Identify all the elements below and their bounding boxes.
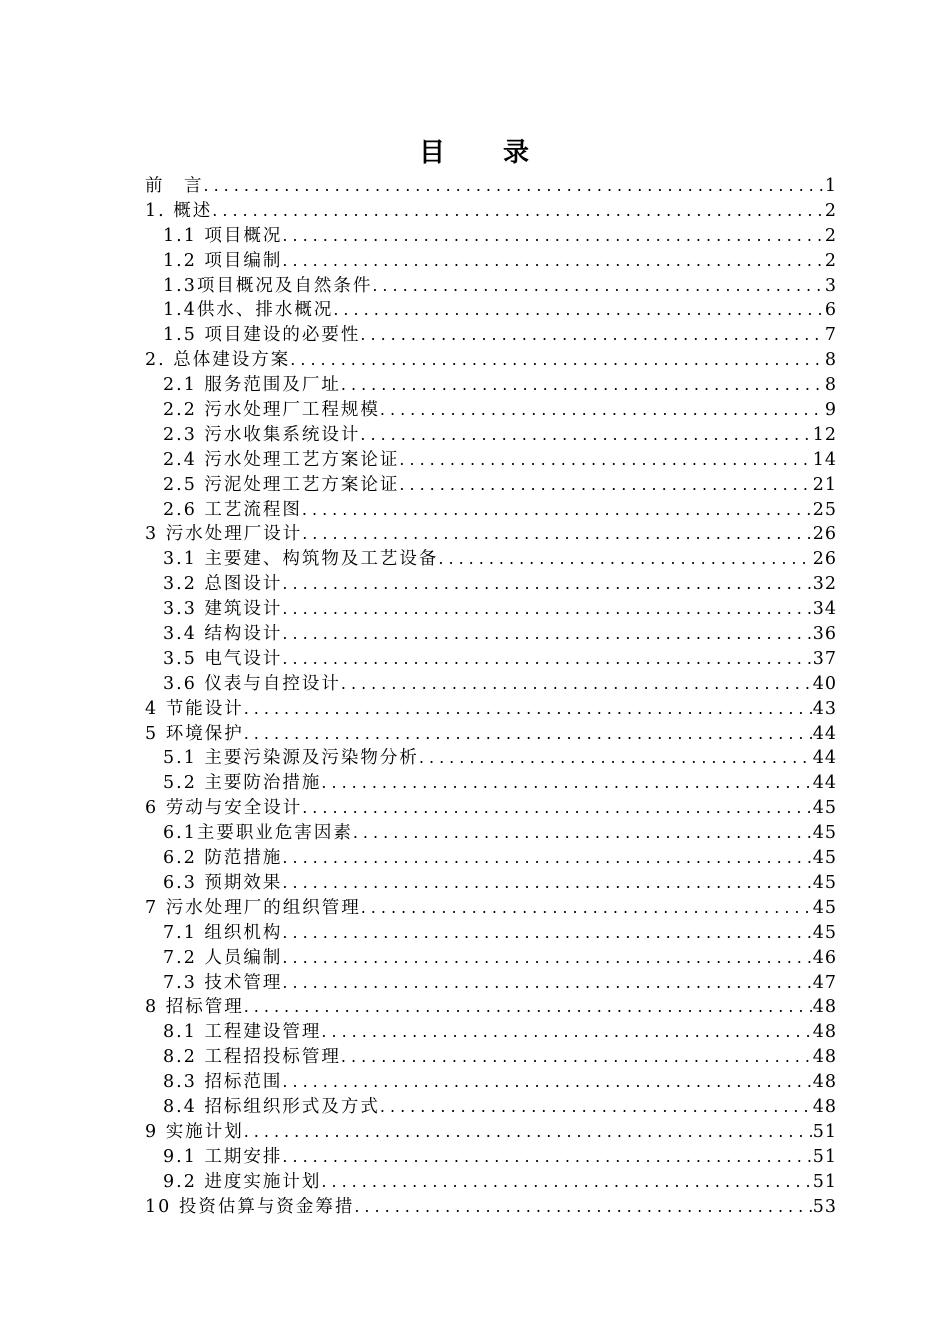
toc-entry-page-number: 45 [812, 848, 837, 869]
toc-entry-page-number: 51 [812, 1146, 837, 1167]
toc-entry-label: 3 污水处理厂设计 [145, 524, 303, 545]
toc-leader-dots [333, 297, 825, 322]
table-of-contents [145, 173, 837, 1218]
toc-leader-dots [244, 1119, 813, 1144]
toc-entry[interactable] [145, 970, 837, 995]
toc-entry-page-number: 45 [812, 798, 837, 819]
toc-entry-label: 8.1 工程建设管理 [163, 1022, 322, 1043]
toc-leader-dots [302, 497, 813, 522]
toc-entry-page-number: 25 [812, 499, 837, 520]
toc-leader-dots [360, 422, 812, 447]
toc-leader-dots [380, 1094, 813, 1119]
toc-entry[interactable] [145, 198, 837, 223]
toc-entry[interactable] [145, 372, 837, 397]
toc-entry[interactable] [145, 472, 837, 497]
toc-entry-label: 8.2 工程招投标管理 [163, 1047, 341, 1068]
toc-entry-page-number: 45 [812, 922, 837, 943]
toc-entry[interactable] [145, 845, 837, 870]
toc-entry[interactable] [145, 870, 837, 895]
toc-entry[interactable] [145, 1094, 837, 1119]
toc-entry-label: 4 节能设计 [145, 698, 244, 719]
toc-entry-label: 2.1 服务范围及厂址 [163, 375, 341, 396]
toc-leader-dots [290, 347, 825, 372]
toc-leader-dots [341, 372, 825, 397]
toc-entry-page-number: 46 [812, 947, 837, 968]
toc-leader-dots [282, 870, 812, 895]
toc-leader-dots [282, 646, 812, 671]
toc-entry-page-number: 48 [812, 1072, 837, 1093]
toc-entry[interactable] [145, 497, 837, 522]
toc-leader-dots [302, 521, 813, 546]
toc-leader-dots [244, 994, 813, 1019]
toc-entry-label: 3.1 主要建、构筑物及工艺设备 [163, 549, 439, 570]
toc-entry[interactable] [145, 671, 837, 696]
toc-entry[interactable] [145, 322, 837, 347]
toc-leader-dots [354, 1194, 812, 1219]
toc-entry-label: 8.3 招标范围 [163, 1072, 283, 1093]
page-title: 目 录 [418, 138, 531, 168]
toc-entry-label: 6.2 防范措施 [163, 848, 283, 869]
toc-entry[interactable] [145, 297, 837, 322]
toc-leader-dots [321, 1019, 812, 1044]
toc-leader-dots [282, 920, 812, 945]
toc-entry-page-number: 48 [812, 1047, 837, 1068]
toc-entry-page-number: 44 [812, 773, 837, 794]
toc-entry-label: 3.4 结构设计 [163, 624, 283, 645]
toc-entry[interactable] [145, 621, 837, 646]
toc-entry-label: 3.2 总图设计 [163, 574, 283, 595]
toc-entry-page-number: 12 [812, 424, 837, 445]
toc-entry[interactable] [145, 397, 837, 422]
toc-leader-dots [361, 895, 813, 920]
toc-entry-page-number: 48 [812, 997, 837, 1018]
toc-leader-dots [282, 571, 812, 596]
toc-leader-dots [341, 1044, 813, 1069]
toc-entry-label: 7.3 技术管理 [163, 972, 283, 993]
toc-entry-page-number: 34 [812, 599, 837, 620]
toc-entry-page-number: 53 [812, 1196, 837, 1217]
toc-entry[interactable] [145, 447, 837, 472]
toc-entry-label: 9 实施计划 [145, 1121, 244, 1142]
toc-leader-dots [212, 198, 825, 223]
toc-entry[interactable] [145, 820, 837, 845]
toc-entry-label: 2.4 污水处理工艺方案论证 [163, 449, 400, 470]
toc-entry-label: 1.1 项目概况 [163, 225, 283, 246]
toc-leader-dots [399, 447, 812, 472]
toc-entry-page-number: 26 [812, 549, 837, 570]
toc-entry[interactable] [145, 721, 837, 746]
toc-entry-label: 8 招标管理 [145, 997, 244, 1018]
toc-entry-label: 7.2 人员编制 [163, 947, 283, 968]
toc-entry-page-number: 8 [824, 375, 837, 396]
toc-leader-dots [380, 397, 825, 422]
toc-entry-label: 3.3 建筑设计 [163, 599, 283, 620]
toc-entry-page-number: 45 [812, 897, 837, 918]
toc-entry-label: 2.5 污泥处理工艺方案论证 [163, 474, 400, 495]
toc-entry-label: 7 污水处理厂的组织管理 [145, 897, 361, 918]
toc-leader-dots [360, 322, 824, 347]
toc-entry[interactable] [145, 895, 837, 920]
toc-entry-label: 2.6 工艺流程图 [163, 499, 302, 520]
toc-entry-page-number: 47 [812, 972, 837, 993]
toc-entry-label: 7.1 组织机构 [163, 922, 283, 943]
toc-leader-dots [372, 273, 825, 298]
toc-entry-page-number: 37 [812, 648, 837, 669]
toc-entry-label: 6.1主要职业危害因素 [163, 823, 353, 844]
toc-entry-page-number: 26 [812, 524, 837, 545]
toc-entry-label: 2. 总体建设方案 [145, 350, 291, 371]
toc-entry-page-number: 48 [812, 1096, 837, 1117]
toc-entry-label: 1.2 项目编制 [163, 250, 283, 271]
toc-entry[interactable] [145, 347, 837, 372]
toc-entry[interactable] [145, 920, 837, 945]
toc-entry-label: 1.5 项目建设的必要性 [163, 325, 361, 346]
toc-entry[interactable] [145, 1119, 837, 1144]
toc-entry-label: 5.2 主要防治措施 [163, 773, 322, 794]
toc-leader-dots [282, 845, 812, 870]
toc-entry-page-number: 45 [812, 872, 837, 893]
toc-entry[interactable] [145, 1069, 837, 1094]
toc-leader-dots [438, 546, 812, 571]
toc-leader-dots [321, 1169, 812, 1194]
toc-leader-dots [282, 1144, 812, 1169]
toc-leader-dots [302, 795, 813, 820]
toc-entry-label: 5.1 主要污染源及污染物分析 [163, 748, 419, 769]
toc-entry-page-number: 45 [812, 823, 837, 844]
toc-entry[interactable] [145, 1194, 837, 1219]
toc-entry[interactable] [145, 1044, 837, 1069]
toc-leader-dots [353, 820, 813, 845]
toc-entry[interactable] [145, 273, 837, 298]
toc-leader-dots [399, 472, 812, 497]
toc-leader-dots [321, 770, 812, 795]
toc-entry[interactable] [145, 994, 837, 1019]
toc-entry-label: 8.4 招标组织形式及方式 [163, 1096, 380, 1117]
toc-entry-page-number: 21 [812, 474, 837, 495]
toc-entry-label: 3.5 电气设计 [163, 648, 283, 669]
toc-entry[interactable] [145, 521, 837, 546]
toc-entry[interactable] [145, 571, 837, 596]
toc-entry-page-number: 2 [824, 250, 837, 271]
toc-entry-label: 6.3 预期效果 [163, 872, 283, 893]
toc-entry-label: 9.2 进度实施计划 [163, 1171, 322, 1192]
toc-entry-label: 前 言 [145, 176, 204, 196]
toc-entry-page-number: 48 [812, 1022, 837, 1043]
toc-entry[interactable] [145, 1169, 837, 1194]
toc-entry[interactable] [145, 1019, 837, 1044]
toc-entry[interactable] [145, 745, 837, 770]
toc-leader-dots [282, 1069, 812, 1094]
toc-entry[interactable] [145, 795, 837, 820]
toc-entry-label: 5 环境保护 [145, 723, 244, 744]
toc-entry-label: 6 劳动与安全设计 [145, 798, 303, 819]
toc-leader-dots [204, 173, 825, 198]
toc-entry[interactable] [145, 696, 837, 721]
toc-entry[interactable] [145, 770, 837, 795]
toc-entry[interactable] [145, 1144, 837, 1169]
toc-entry-page-number: 2 [824, 225, 837, 246]
toc-leader-dots [282, 621, 812, 646]
toc-leader-dots [282, 970, 812, 995]
toc-entry[interactable] [145, 173, 837, 198]
toc-leader-dots [282, 248, 824, 273]
toc-entry-label: 2.3 污水收集系统设计 [163, 424, 361, 445]
toc-entry[interactable] [145, 945, 837, 970]
toc-entry-page-number: 44 [812, 748, 837, 769]
toc-entry[interactable] [145, 223, 837, 248]
toc-entry-page-number: 32 [812, 574, 837, 595]
toc-entry-page-number: 8 [824, 350, 837, 371]
toc-entry-page-number: 43 [812, 698, 837, 719]
toc-entry-page-number: 51 [812, 1121, 837, 1142]
toc-entry-page-number: 3 [824, 275, 837, 296]
toc-entry-label: 10 投资估算与资金筹措 [145, 1196, 355, 1217]
toc-entry-label: 2.2 污水处理厂工程规模 [163, 400, 380, 421]
toc-entry[interactable] [145, 646, 837, 671]
toc-entry-page-number: 14 [812, 449, 837, 470]
toc-entry[interactable] [145, 422, 837, 447]
toc-leader-dots [282, 945, 812, 970]
toc-entry-label: 1.3项目概况及自然条件 [163, 275, 373, 296]
toc-entry-page-number: 44 [812, 723, 837, 744]
toc-entry-page-number: 2 [824, 200, 837, 221]
toc-entry-label: 3.6 仪表与自控设计 [163, 673, 341, 694]
toc-entry[interactable] [145, 248, 837, 273]
toc-entry-page-number: 1 [824, 176, 837, 196]
toc-entry-page-number: 51 [812, 1171, 837, 1192]
toc-entry[interactable] [145, 546, 837, 571]
toc-entry[interactable] [145, 596, 837, 621]
toc-entry-page-number: 6 [824, 300, 837, 321]
toc-leader-dots [282, 596, 812, 621]
toc-leader-dots [244, 721, 813, 746]
toc-leader-dots [341, 671, 813, 696]
toc-leader-dots [419, 745, 813, 770]
toc-entry-page-number: 7 [824, 325, 837, 346]
toc-leader-dots [244, 696, 813, 721]
toc-entry-label: 1. 概述 [145, 200, 213, 221]
toc-entry-label: 1.4供水、排水概况 [163, 300, 334, 321]
toc-leader-dots [282, 223, 824, 248]
toc-entry-page-number: 9 [824, 400, 837, 421]
toc-entry-label: 9.1 工期安排 [163, 1146, 283, 1167]
toc-entry-page-number: 40 [812, 673, 837, 694]
toc-entry-page-number: 36 [812, 624, 837, 645]
